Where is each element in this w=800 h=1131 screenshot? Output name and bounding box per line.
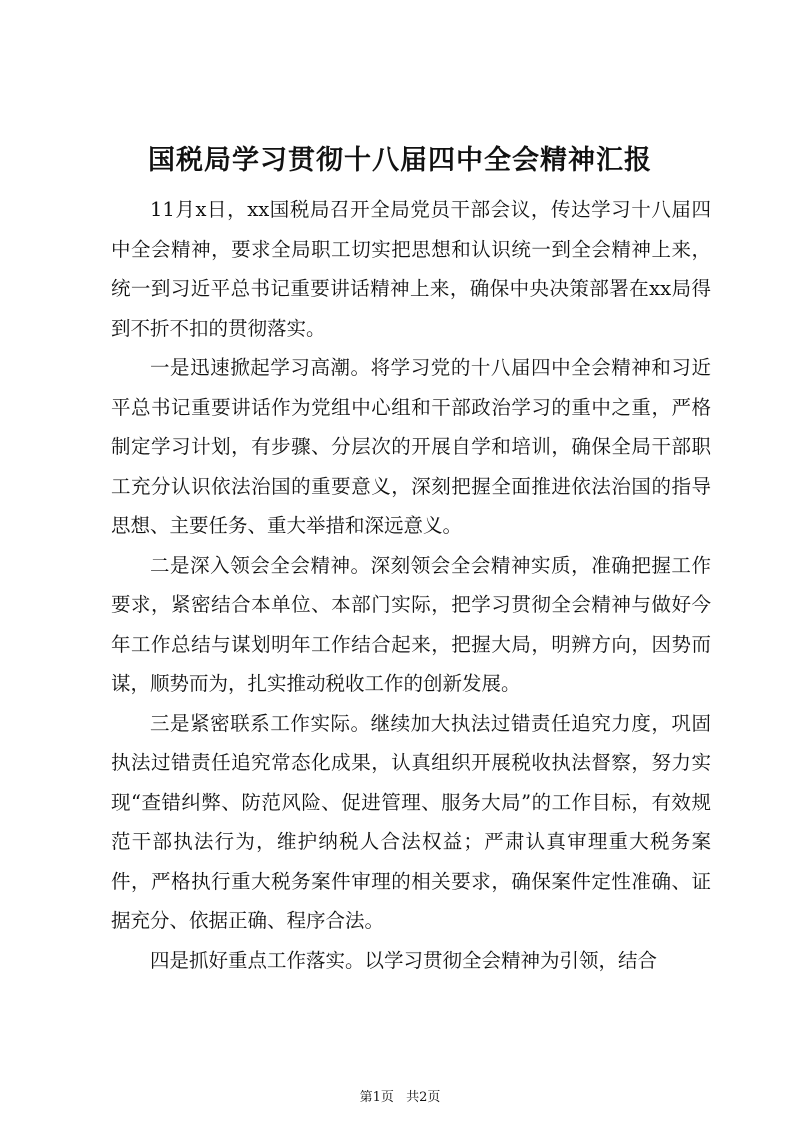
paragraph-point-2: 二是深入领会全会精神。深刻领会全会精神实质，准确把握工作要求，紧密结合本单位、本部门实际，把学习贯彻全会精神与做好今年工作总结与谋划明年工作结合起来，把握大局，明辨方向，因势而谋，顺势而为，扎实推动税收工作的创新发展。 <box>111 553 711 695</box>
page-number: 第1页 <box>359 1090 394 1105</box>
document-title: 国税局学习贯彻十八届四中全会精神汇报 <box>148 145 652 176</box>
paragraph-point-4: 四是抓好重点工作落实。以学习贯彻全会精神为引领，结合 <box>150 948 658 972</box>
page-footer <box>0 1089 800 1107</box>
paragraph-point-1: 一是迅速掀起学习高潮。将学习党的十八届四中全会精神和习近平总书记重要讲话作为党组中心组和干部政治学习的重中之重，严格制定学习计划，有步骤、分层次的开展自学和培训，确保全局干部职工充分认识依法治国的重要意义，深刻把握全面推进依法治国的指导思想、主要任务、重大举措和深远意义。 <box>111 356 711 537</box>
paragraph-point-3: 三是紧密联系工作实际。继续加大执法过错责任追究力度，巩固执法过错责任追究常态化成果，认真组织开展税收执法督察，努力实现“查错纠弊、防范风险、促进管理、服务大局”的工作目标，有效规范干部执法行为，维护纳税人合法权益；严肃认真审理重大税务案件，严格执行重大税务案件审理的相关要求，确保案件定性准确、证据充分、依据正确、程序合法。 <box>111 711 711 932</box>
paragraph-intro: 11月x日，xx国税局召开全局党员干部会议，传达学习十八届四中全会精神，要求全局职工切实把思想和认识统一到全会精神上来，统一到习近平总书记重要讲话精神上来，确保中央决策部署在xx局得到不折不扣的贯彻落实。 <box>111 198 711 340</box>
page-total: 共2页 <box>406 1090 441 1105</box>
document-body <box>111 190 711 980</box>
